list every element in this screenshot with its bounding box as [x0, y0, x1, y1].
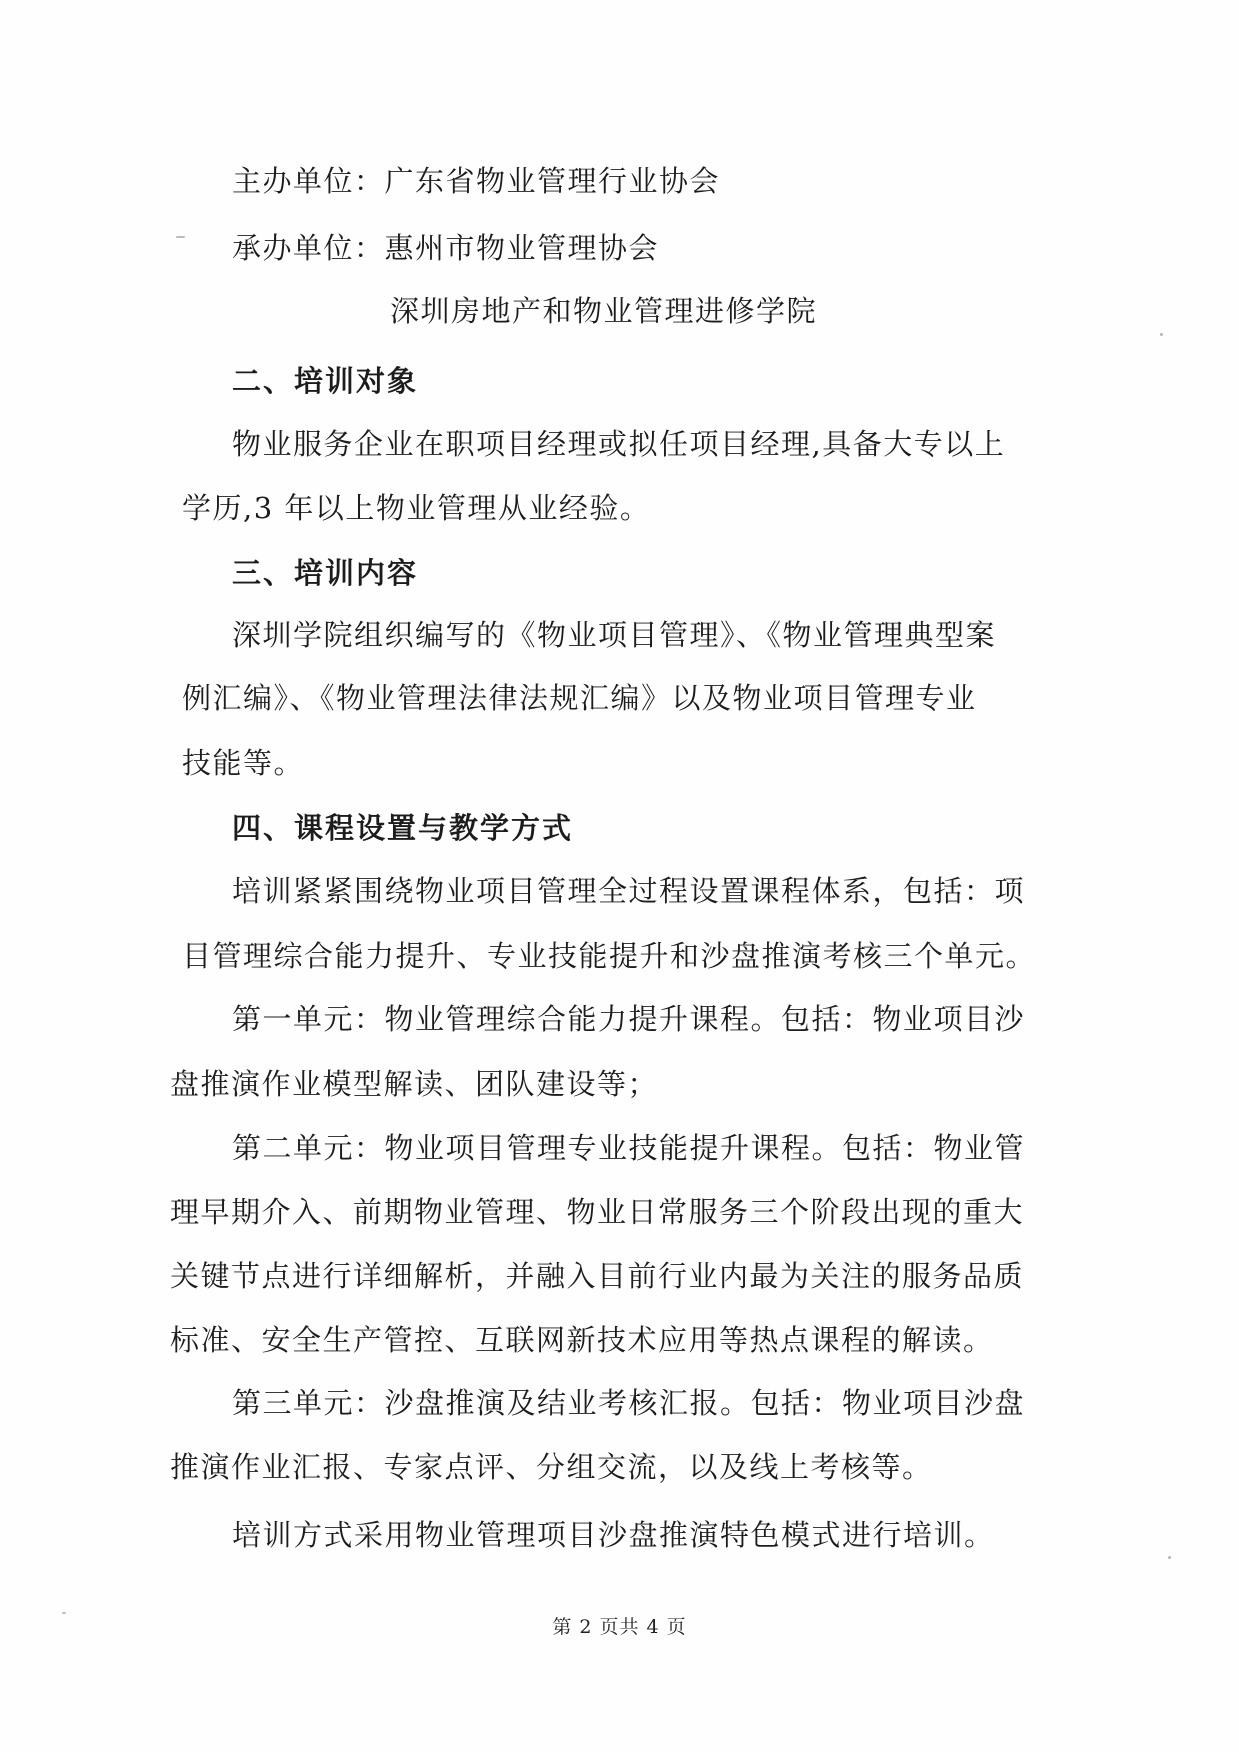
section-4-line: 关键节点进行详细解析，并融入目前行业内最为关注的服务品质	[170, 1259, 1025, 1293]
section-4-line: 第一单元：物业管理综合能力提升课程。包括：物业项目沙	[232, 1002, 1026, 1036]
section-4-line: 第三单元：沙盘推演及结业考核汇报。包括：物业项目沙盘	[232, 1386, 1026, 1420]
scan-speck	[1160, 333, 1163, 336]
co-host-organizer-line: 承办单位：惠州市物业管理协会	[232, 231, 660, 265]
section-4-line: 培训紧紧围绕物业项目管理全过程设置课程体系，包括：项	[232, 874, 1026, 908]
section-3-line: 深圳学院组织编写的《物业项目管理》、《物业管理典型案	[232, 618, 997, 652]
section-2-heading: 二、培训对象	[232, 364, 419, 398]
section-4-line: 培训方式采用物业管理项目沙盘推演特色模式进行培训。	[232, 1518, 995, 1552]
section-3-line: 例汇编》、《物业管理法律法规汇编》以及物业项目管理专业	[182, 681, 977, 715]
host-organizer-line: 主办单位：广东省物业管理行业协会	[232, 164, 721, 198]
section-2-line: 学历,3 年以上物业管理从业经验。	[182, 491, 651, 525]
section-3-heading: 三、培训内容	[232, 556, 419, 590]
scan-speck	[62, 1612, 66, 1614]
section-3-line: 技能等。	[182, 746, 305, 780]
section-4-heading: 四、课程设置与教学方式	[232, 811, 574, 845]
section-4-line: 盘推演作业模型解读、团队建设等；	[170, 1067, 659, 1101]
section-4-line: 目管理综合能力提升、专业技能提升和沙盘推演考核三个单元。	[182, 939, 1037, 973]
section-4-line: 推演作业汇报、专家点评、分组交流，以及线上考核等。	[170, 1450, 933, 1484]
page-number-footer: 第 2 页共 4 页	[552, 1616, 687, 1638]
scan-speck	[1168, 1556, 1171, 1559]
section-4-line: 理早期介入、前期物业管理、物业日常服务三个阶段出现的重大	[170, 1195, 1025, 1229]
section-4-line: 第二单元：物业项目管理专业技能提升课程。包括：物业管	[232, 1131, 1026, 1165]
section-4-line: 标准、安全生产管控、互联网新技术应用等热点课程的解读。	[170, 1323, 994, 1357]
section-2-line: 物业服务企业在职项目经理或拟任项目经理,具备大专以上	[232, 427, 1006, 461]
scan-speck	[176, 236, 185, 238]
co-host-organizer-line-2: 深圳房地产和物业管理进修学院	[390, 294, 818, 328]
